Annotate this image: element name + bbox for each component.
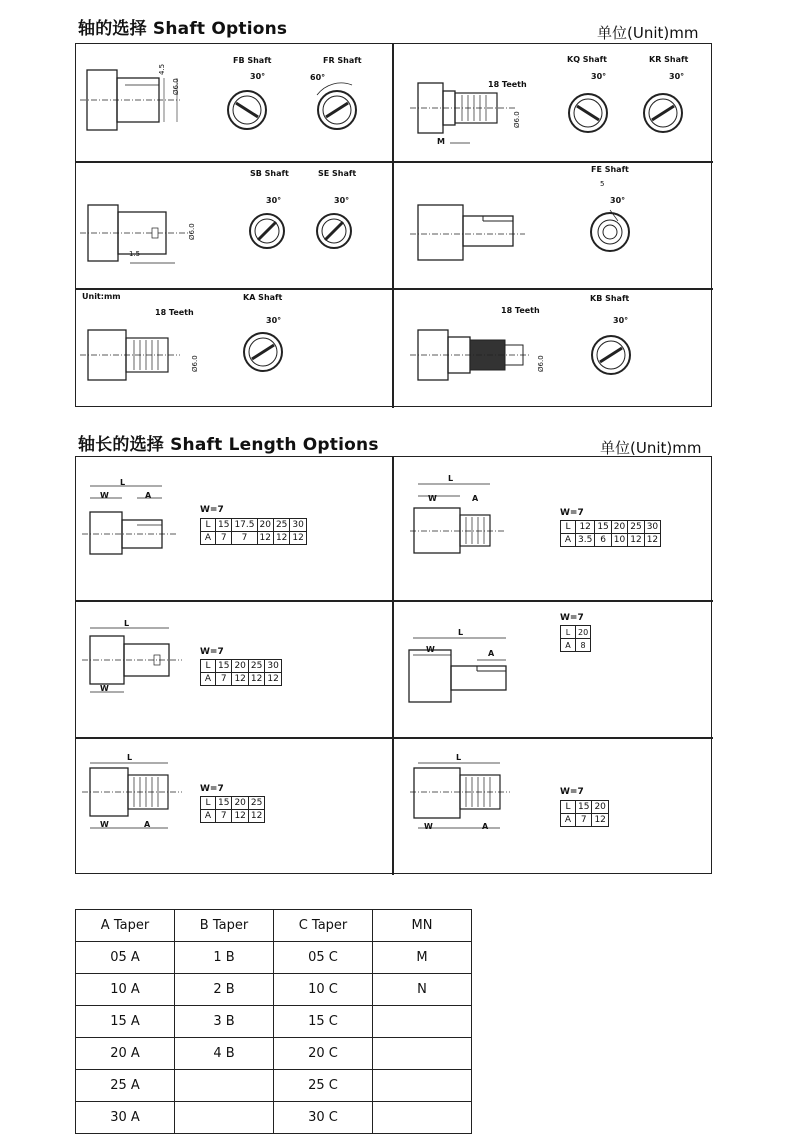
a-value: 12 bbox=[265, 673, 281, 686]
a-value: 12 bbox=[248, 673, 264, 686]
sb-dim-1-5: 1.5 bbox=[129, 250, 141, 258]
fb-shaft-label: FB Shaft bbox=[233, 56, 272, 65]
shaft-options-title: 轴的选择 Shaft Options bbox=[78, 19, 288, 39]
length-drawing-4 bbox=[405, 630, 515, 710]
fb-angle: 30° bbox=[250, 72, 266, 81]
kq-m-label: M bbox=[437, 137, 445, 146]
fe-shaft-side-drawing bbox=[410, 200, 530, 265]
fb-dim-4-5: 4.5 bbox=[158, 63, 166, 75]
dim-w-4: W bbox=[426, 645, 435, 654]
length-drawing-2 bbox=[410, 478, 520, 563]
dim-w-1: W bbox=[100, 491, 109, 500]
table-cell: 10 A bbox=[76, 974, 175, 1006]
a-value: 12 bbox=[257, 532, 273, 545]
a-value: 3.5 bbox=[576, 534, 595, 547]
l-value: 25 bbox=[248, 660, 264, 673]
a-value: 6 bbox=[595, 534, 611, 547]
fb-shaft-side-drawing bbox=[80, 60, 200, 140]
kq-shaft-label: KQ Shaft bbox=[567, 55, 607, 64]
a-value: 7 bbox=[216, 532, 232, 545]
taper-header-row bbox=[76, 910, 472, 942]
length-table-3 bbox=[200, 659, 282, 686]
a-value: 10 bbox=[611, 534, 627, 547]
row-header-a: A bbox=[201, 810, 216, 823]
dim-w-6: W bbox=[424, 822, 433, 831]
a-value: 7 bbox=[232, 532, 257, 545]
length-table-6 bbox=[560, 800, 609, 827]
w-value-2: W=7 bbox=[560, 508, 584, 518]
fe-shaft-label: FE Shaft bbox=[591, 165, 629, 174]
l-value: 20 bbox=[232, 660, 248, 673]
table-cell: 30 C bbox=[274, 1102, 373, 1134]
table-cell: 30 A bbox=[76, 1102, 175, 1134]
dim-w-5: W bbox=[100, 820, 109, 829]
table-cell: 25 A bbox=[76, 1070, 175, 1102]
dim-w-2: W bbox=[428, 494, 437, 503]
length-table-4 bbox=[560, 625, 591, 652]
l-value: 20 bbox=[611, 521, 627, 534]
table-cell: 05 C bbox=[274, 942, 373, 974]
fr-shaft-label: FR Shaft bbox=[323, 56, 362, 65]
l-value: 25 bbox=[248, 797, 264, 810]
a-value: 8 bbox=[576, 639, 591, 652]
row-header-l: L bbox=[561, 521, 576, 534]
l-value: 12 bbox=[576, 521, 595, 534]
row-header-a: A bbox=[561, 534, 576, 547]
table-cell bbox=[175, 1102, 274, 1134]
w-value-6: W=7 bbox=[560, 787, 584, 797]
table-cell: 4 B bbox=[175, 1038, 274, 1070]
a-value: 12 bbox=[232, 810, 248, 823]
dim-l-3: L bbox=[124, 619, 130, 628]
length-table-1 bbox=[200, 518, 307, 545]
table-cell: 20 C bbox=[274, 1038, 373, 1070]
sb-angle: 30° bbox=[266, 196, 282, 205]
kb-dim-6-0: Ø6.0 bbox=[537, 355, 545, 372]
ka-shaft-label: KA Shaft bbox=[243, 293, 283, 302]
length-drawing-1 bbox=[82, 480, 192, 560]
table-cell: 15 C bbox=[274, 1006, 373, 1038]
fb-dim-6-0: Ø6.0 bbox=[172, 78, 180, 95]
l-value: 30 bbox=[290, 519, 306, 532]
row-header-a: A bbox=[561, 639, 576, 652]
l-value: 15 bbox=[216, 797, 232, 810]
l-value: 17.5 bbox=[232, 519, 257, 532]
table-row bbox=[76, 974, 472, 1006]
w-value-5: W=7 bbox=[200, 784, 224, 794]
l-value: 25 bbox=[628, 521, 644, 534]
row-header-a: A bbox=[201, 532, 216, 545]
table-cell bbox=[373, 1070, 472, 1102]
table-cell: 20 A bbox=[76, 1038, 175, 1070]
fr-shaft-end-view bbox=[312, 85, 362, 135]
taper-header: B Taper bbox=[175, 910, 274, 942]
taper-header: C Taper bbox=[274, 910, 373, 942]
table-cell: 25 C bbox=[274, 1070, 373, 1102]
dim-a-4: A bbox=[488, 649, 495, 658]
a-value: 12 bbox=[232, 673, 248, 686]
row-header-l: L bbox=[561, 626, 576, 639]
table-row bbox=[76, 1038, 472, 1070]
table-cell: 05 A bbox=[76, 942, 175, 974]
length-options-title: 轴长的选择 Shaft Length Options bbox=[78, 435, 379, 455]
taper-table bbox=[75, 909, 472, 1134]
a-value: 12 bbox=[273, 532, 289, 545]
l-value: 20 bbox=[576, 626, 591, 639]
row-header-l: L bbox=[561, 801, 576, 814]
a-value: 12 bbox=[248, 810, 264, 823]
dim-w-3: W bbox=[100, 684, 109, 693]
length-table-5 bbox=[200, 796, 265, 823]
l-value: 20 bbox=[257, 519, 273, 532]
table-cell: 15 A bbox=[76, 1006, 175, 1038]
length-table-2 bbox=[560, 520, 661, 547]
table-cell bbox=[175, 1070, 274, 1102]
sb-dim-6-0: Ø6.0 bbox=[188, 223, 196, 240]
taper-header: A Taper bbox=[76, 910, 175, 942]
kr-angle: 30° bbox=[669, 72, 685, 81]
row-header-a: A bbox=[201, 673, 216, 686]
table-cell: N bbox=[373, 974, 472, 1006]
l-value: 20 bbox=[592, 801, 608, 814]
kq-shaft-end-view bbox=[563, 88, 613, 138]
se-shaft-label: SE Shaft bbox=[318, 169, 357, 178]
dim-l-4: L bbox=[458, 628, 464, 637]
a-value: 7 bbox=[216, 810, 232, 823]
table-cell bbox=[373, 1038, 472, 1070]
dim-l-6: L bbox=[456, 753, 462, 762]
kb-teeth-label: 18 Teeth bbox=[501, 306, 540, 315]
dim-a-6: A bbox=[482, 822, 489, 831]
w-value-1: W=7 bbox=[200, 505, 224, 515]
sb-shaft-end-view bbox=[244, 208, 290, 254]
kq-angle: 30° bbox=[591, 72, 607, 81]
shaft-options-unit: 单位(Unit)mm bbox=[597, 24, 699, 42]
table-cell: 10 C bbox=[274, 974, 373, 1006]
fb-shaft-end-view bbox=[222, 85, 272, 135]
dim-l-1: L bbox=[120, 478, 126, 487]
table-cell: 1 B bbox=[175, 942, 274, 974]
table-cell: 3 B bbox=[175, 1006, 274, 1038]
fe-dim-5: 5 bbox=[600, 180, 605, 188]
row-header-l: L bbox=[201, 519, 216, 532]
l-value: 15 bbox=[216, 519, 232, 532]
kb-shaft-end-view bbox=[586, 330, 636, 380]
length-drawing-5 bbox=[82, 760, 192, 840]
table-cell: M bbox=[373, 942, 472, 974]
row-header-l: L bbox=[201, 797, 216, 810]
a-value: 7 bbox=[216, 673, 232, 686]
kb-shaft-label: KB Shaft bbox=[590, 294, 630, 303]
table-row bbox=[76, 1006, 472, 1038]
length-drawing-3 bbox=[82, 622, 192, 702]
ka-dim-6-0: Ø6.0 bbox=[191, 355, 199, 372]
l-value: 20 bbox=[232, 797, 248, 810]
table-row bbox=[76, 942, 472, 974]
kb-angle: 30° bbox=[613, 316, 629, 325]
kr-shaft-end-view bbox=[638, 88, 688, 138]
a-value: 12 bbox=[592, 814, 608, 827]
dim-l-2: L bbox=[448, 474, 454, 483]
table-cell: 2 B bbox=[175, 974, 274, 1006]
kb-shaft-side-drawing bbox=[410, 325, 540, 385]
l-value: 15 bbox=[216, 660, 232, 673]
dim-a-5: A bbox=[144, 820, 151, 829]
row-header-a: A bbox=[561, 814, 576, 827]
se-angle: 30° bbox=[334, 196, 350, 205]
se-shaft-end-view bbox=[311, 208, 357, 254]
dim-a-2: A bbox=[472, 494, 479, 503]
w-value-4: W=7 bbox=[560, 613, 584, 623]
ka-teeth-label: 18 Teeth bbox=[155, 308, 194, 317]
unit-mm-label: Unit:mm bbox=[82, 292, 121, 301]
taper-header: MN bbox=[373, 910, 472, 942]
dim-l-5: L bbox=[127, 753, 133, 762]
fe-shaft-end-view bbox=[585, 207, 635, 257]
l-value: 30 bbox=[644, 521, 660, 534]
sb-shaft-label: SB Shaft bbox=[250, 169, 289, 178]
kq-dim-6-0: Ø6.0 bbox=[513, 111, 521, 128]
length-options-unit: 单位(Unit)mm bbox=[600, 439, 702, 457]
table-cell bbox=[373, 1102, 472, 1134]
l-value: 15 bbox=[595, 521, 611, 534]
w-value-3: W=7 bbox=[200, 647, 224, 657]
row-header-l: L bbox=[201, 660, 216, 673]
table-row bbox=[76, 1070, 472, 1102]
ka-angle: 30° bbox=[266, 316, 282, 325]
l-value: 25 bbox=[273, 519, 289, 532]
table-row bbox=[76, 1102, 472, 1134]
a-value: 12 bbox=[628, 534, 644, 547]
ka-shaft-end-view bbox=[238, 327, 288, 377]
l-value: 15 bbox=[576, 801, 592, 814]
a-value: 12 bbox=[644, 534, 660, 547]
fr-angle: 60° bbox=[310, 73, 326, 82]
fe-angle: 30° bbox=[610, 196, 626, 205]
l-value: 30 bbox=[265, 660, 281, 673]
a-value: 12 bbox=[290, 532, 306, 545]
table-cell bbox=[373, 1006, 472, 1038]
dim-a-1: A bbox=[145, 491, 152, 500]
kr-shaft-label: KR Shaft bbox=[649, 55, 689, 64]
kq-teeth-label: 18 Teeth bbox=[488, 80, 527, 89]
a-value: 7 bbox=[576, 814, 592, 827]
